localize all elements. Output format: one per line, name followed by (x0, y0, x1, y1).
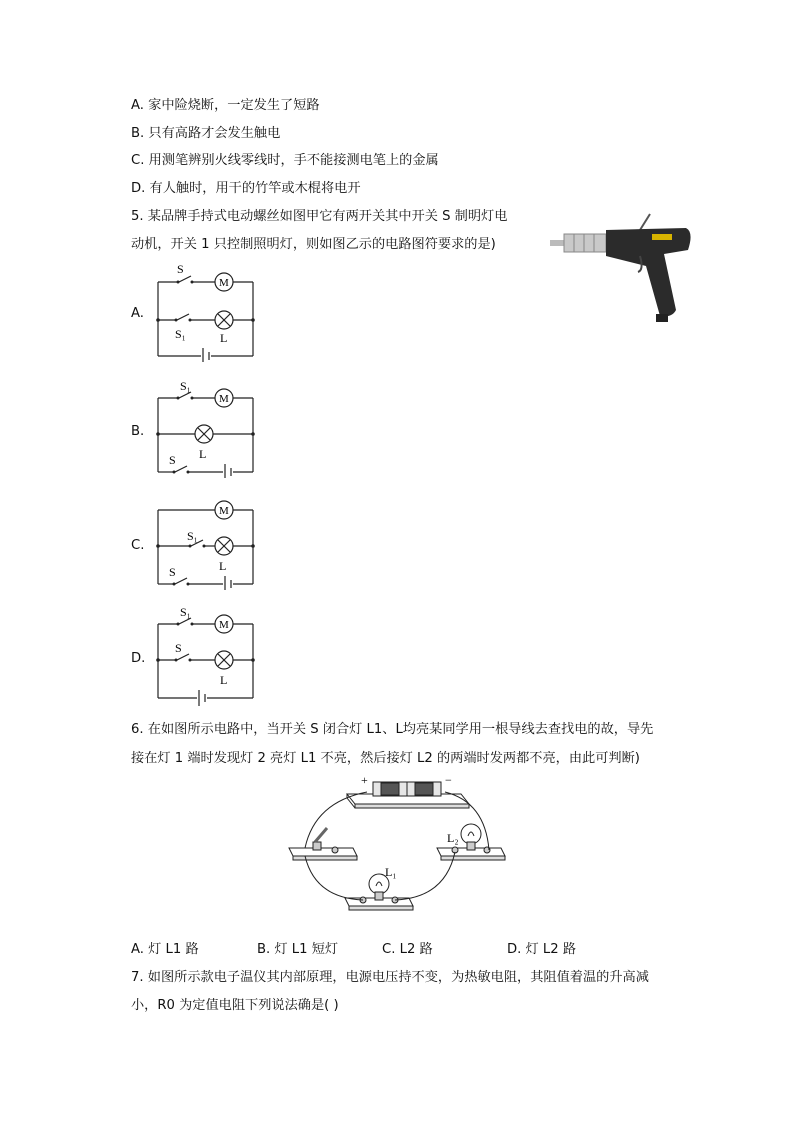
switch-s1-label: S₁ (180, 605, 191, 619)
q4-option-c: C. 用测笔辨别火线零线时，手不能接测电笔上的金属 (131, 153, 439, 168)
q6-stem-line2: 接在灯 1 端时发现灯 2 亮灯 L1 不亮，然后接灯 L2 的两端时发两都不亮，由此可判断) (131, 751, 640, 766)
q6-circuit-illustration (285, 772, 510, 914)
circuit-b (125, 378, 265, 478)
switch-s1-label: S₁ (180, 379, 191, 393)
circuit-c-label: C. (131, 538, 145, 553)
electric-screwdriver-photo (548, 210, 700, 325)
q6-option-a: A. 灯 L1 路 (131, 942, 199, 957)
lamp-label: L (220, 673, 228, 687)
motor-label: M (219, 277, 229, 289)
lamp-label: L (199, 447, 207, 461)
q6-option-d: D. 灯 L2 路 (507, 942, 577, 957)
q4-option-d: D. 有人触时，用干的竹竿或木棍将电开 (131, 181, 361, 196)
lamp-l2-label: L₂ (447, 831, 459, 845)
lamp-l1-label: L₁ (385, 865, 397, 879)
circuit-d-label: D. (131, 651, 146, 666)
q6-option-b: B. 灯 L1 短灯 (257, 942, 339, 957)
q5-stem-line1: 5. 某品牌手持式电动螺丝如图甲它有两开关其中开关 S 制明灯电 (131, 209, 508, 224)
q7-stem-line2: 小，R0 为定值电阻下列说法确是( ) (131, 998, 339, 1013)
switch-s1-label: S₁ (187, 529, 198, 543)
switch-s-label: S (177, 262, 184, 276)
lamp-label: L (219, 559, 227, 573)
circuit-a-label: A. (131, 306, 144, 321)
circuit-a (125, 262, 265, 362)
motor-label: M (219, 505, 229, 517)
motor-label: M (219, 393, 229, 405)
q6-stem-line1: 6. 在如图所示电路中，当开关 S 闭合灯 L1、L均亮某同学用一根导线去查找电的故，导先 (131, 722, 654, 737)
circuit-c (125, 490, 265, 590)
circuit-b-label: B. (131, 424, 145, 439)
switch-s1-label: S₁ (175, 327, 186, 341)
q4-option-a: A. 家中险烧断，一定发生了短路 (131, 98, 320, 113)
switch-s-label: S (169, 453, 176, 467)
switch-s-label: S (175, 641, 182, 655)
q6-option-c: C. L2 路 (382, 942, 433, 957)
q4-option-b: B. 只有高路才会发生触电 (131, 126, 281, 141)
switch-s-label: S (169, 565, 176, 579)
q5-stem-line2: 动机，开关 1 只控制照明灯，则如图乙示的电路图符要求的是) (131, 237, 496, 252)
lamp-label: L (220, 331, 228, 345)
motor-label: M (219, 619, 229, 631)
battery-minus-label: − (445, 773, 452, 787)
q7-stem-line1: 7. 如图所示款电子温仪其内部原理，电源电压持不变，为热敏电阻，其阻值着温的升高减 (131, 970, 649, 985)
battery-plus-label: + (361, 773, 368, 787)
circuit-d (125, 604, 265, 708)
